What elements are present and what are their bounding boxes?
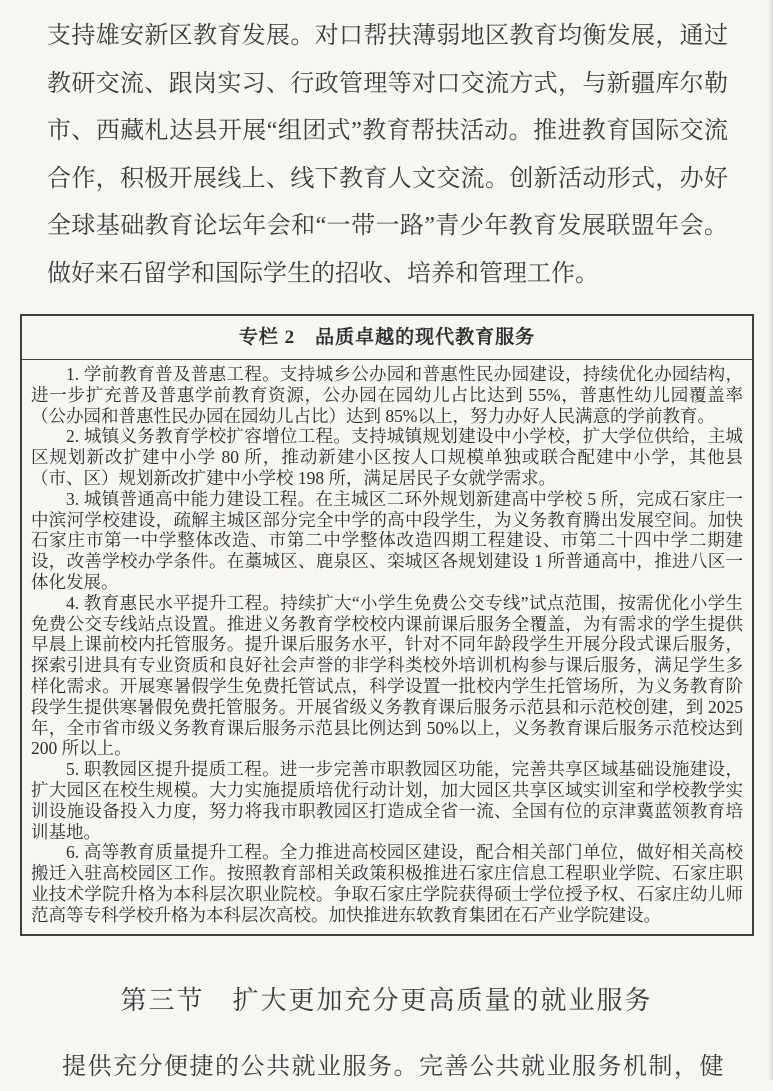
feature-column-box xyxy=(20,314,754,936)
column-item-3: 3. 城镇普通高中能力建设工程。在主城区二环外规划新建高中学校 5 所，完成石家庄一中滨河学校建设，疏解主城区部分完全中学的高中段学生，为义务教育腾出发展空间。加快石家庄市第一中学整体改造、市第二中学整体改造四期工程建设、市第二十四中学二期建设，改善学校办学条件。在藁城区、鹿泉区、栾城区各规划建设 1 所普通高中，推进八区一体化发展。 xyxy=(31,488,743,592)
column-item-6: 6. 高等教育质量提升工程。全力推进高校园区建设，配合相关部门单位，做好相关高校搬迁入驻高校园区工作。按照教育部相关政策积极推进石家庄信息工程职业学院、石家庄职业技术学院升格为本科层次职业院校。争取石家庄学院获得硕士学位授予权、石家庄幼儿师范高等专科学校升格为本科层次高校。加快推进东软教育集团在石产业学院建设。 xyxy=(31,842,743,925)
body-paragraph-bottom: 提供充分便捷的公共就业服务。完善公共就业服务机制，健 xyxy=(62,1053,725,1080)
column-item-4: 4. 教育惠民水平提升工程。持续扩大“小学生免费公交专线”试点范围，按需优化小学生免费公交专线站点设置。推进义务教育学校校内课前课后服务全覆盖，为有需求的学生提供早晨上课前校内托管服务。提升课后服务水平，针对不同年龄段学生开展分段式课后服务，探索引进具有专业资质和良好社会声誉的非学科类校外培训机构参与课后服务，满足学生多样化需求。开展寒暑假学生免费托管试点，科学设置一批校内学生托管场所，为义务教育阶段学生提供寒暑假免费托管服务。开展省级义务教育课后服务示范县和示范校创建，到 2025 年，全市省市级义务教育课后服务示范县比例达到 50%以上，义务教育课后服务示范校达到 200 所以上。 xyxy=(31,592,743,759)
column-item-2: 2. 城镇义务教育学校扩容增位工程。支持城镇规划建设中小学校，扩大学位供给，主城区规划新改扩建中小学 80 所，推动新建小区按人口规模单独或联合配建中小学，其他县（市、区）规划新改扩建中小学校 198 所，满足居民子女就学需求。 xyxy=(31,426,743,488)
column-item-5: 5. 职教园区提升提质工程。进一步完善市职教园区功能，完善共享区域基础设施建设，扩大园区在校生规模。大力实施提质培优行动计划，加大园区共享区域实训室和学校教学实训设施设备投入力度，努力将我市职教园区打造成全省一流、全国有位的京津冀蓝领教育培训基地。 xyxy=(31,759,743,842)
body-paragraph-top: 支持雄安新区教育发展。对口帮扶薄弱地区教育均衡发展，通过教研交流、跟岗实习、行政管理等对口交流方式，与新疆库尔勒市、西藏札达县开展“组团式”教育帮扶活动。推进教育国际交流合作，积极开展线上、线下教育人文交流。创新活动形式，办好全球基础教育论坛年会和“一带一路”青少年教育发展联盟年会。做好来石留学和国际学生的招收、培养和管理工作。 xyxy=(47,23,728,287)
section-heading: 第三节 扩大更加充分更高质量的就业服务 xyxy=(120,985,653,1015)
column-box-title: 专栏 2 品质卓越的现代教育服务 xyxy=(22,316,752,360)
column-box-body xyxy=(22,360,752,934)
column-item-1: 1. 学前教育普及普惠工程。支持城乡公办园和普惠性民办园建设，持续优化办园结构，进一步扩充普及普惠学前教育资源，公办园在园幼儿占比达到 55%，普惠性幼儿园覆盖率（公办园和普惠性民办园在园幼儿占比）达到 85%以上，努力办好人民满意的学前教育。 xyxy=(31,364,743,426)
